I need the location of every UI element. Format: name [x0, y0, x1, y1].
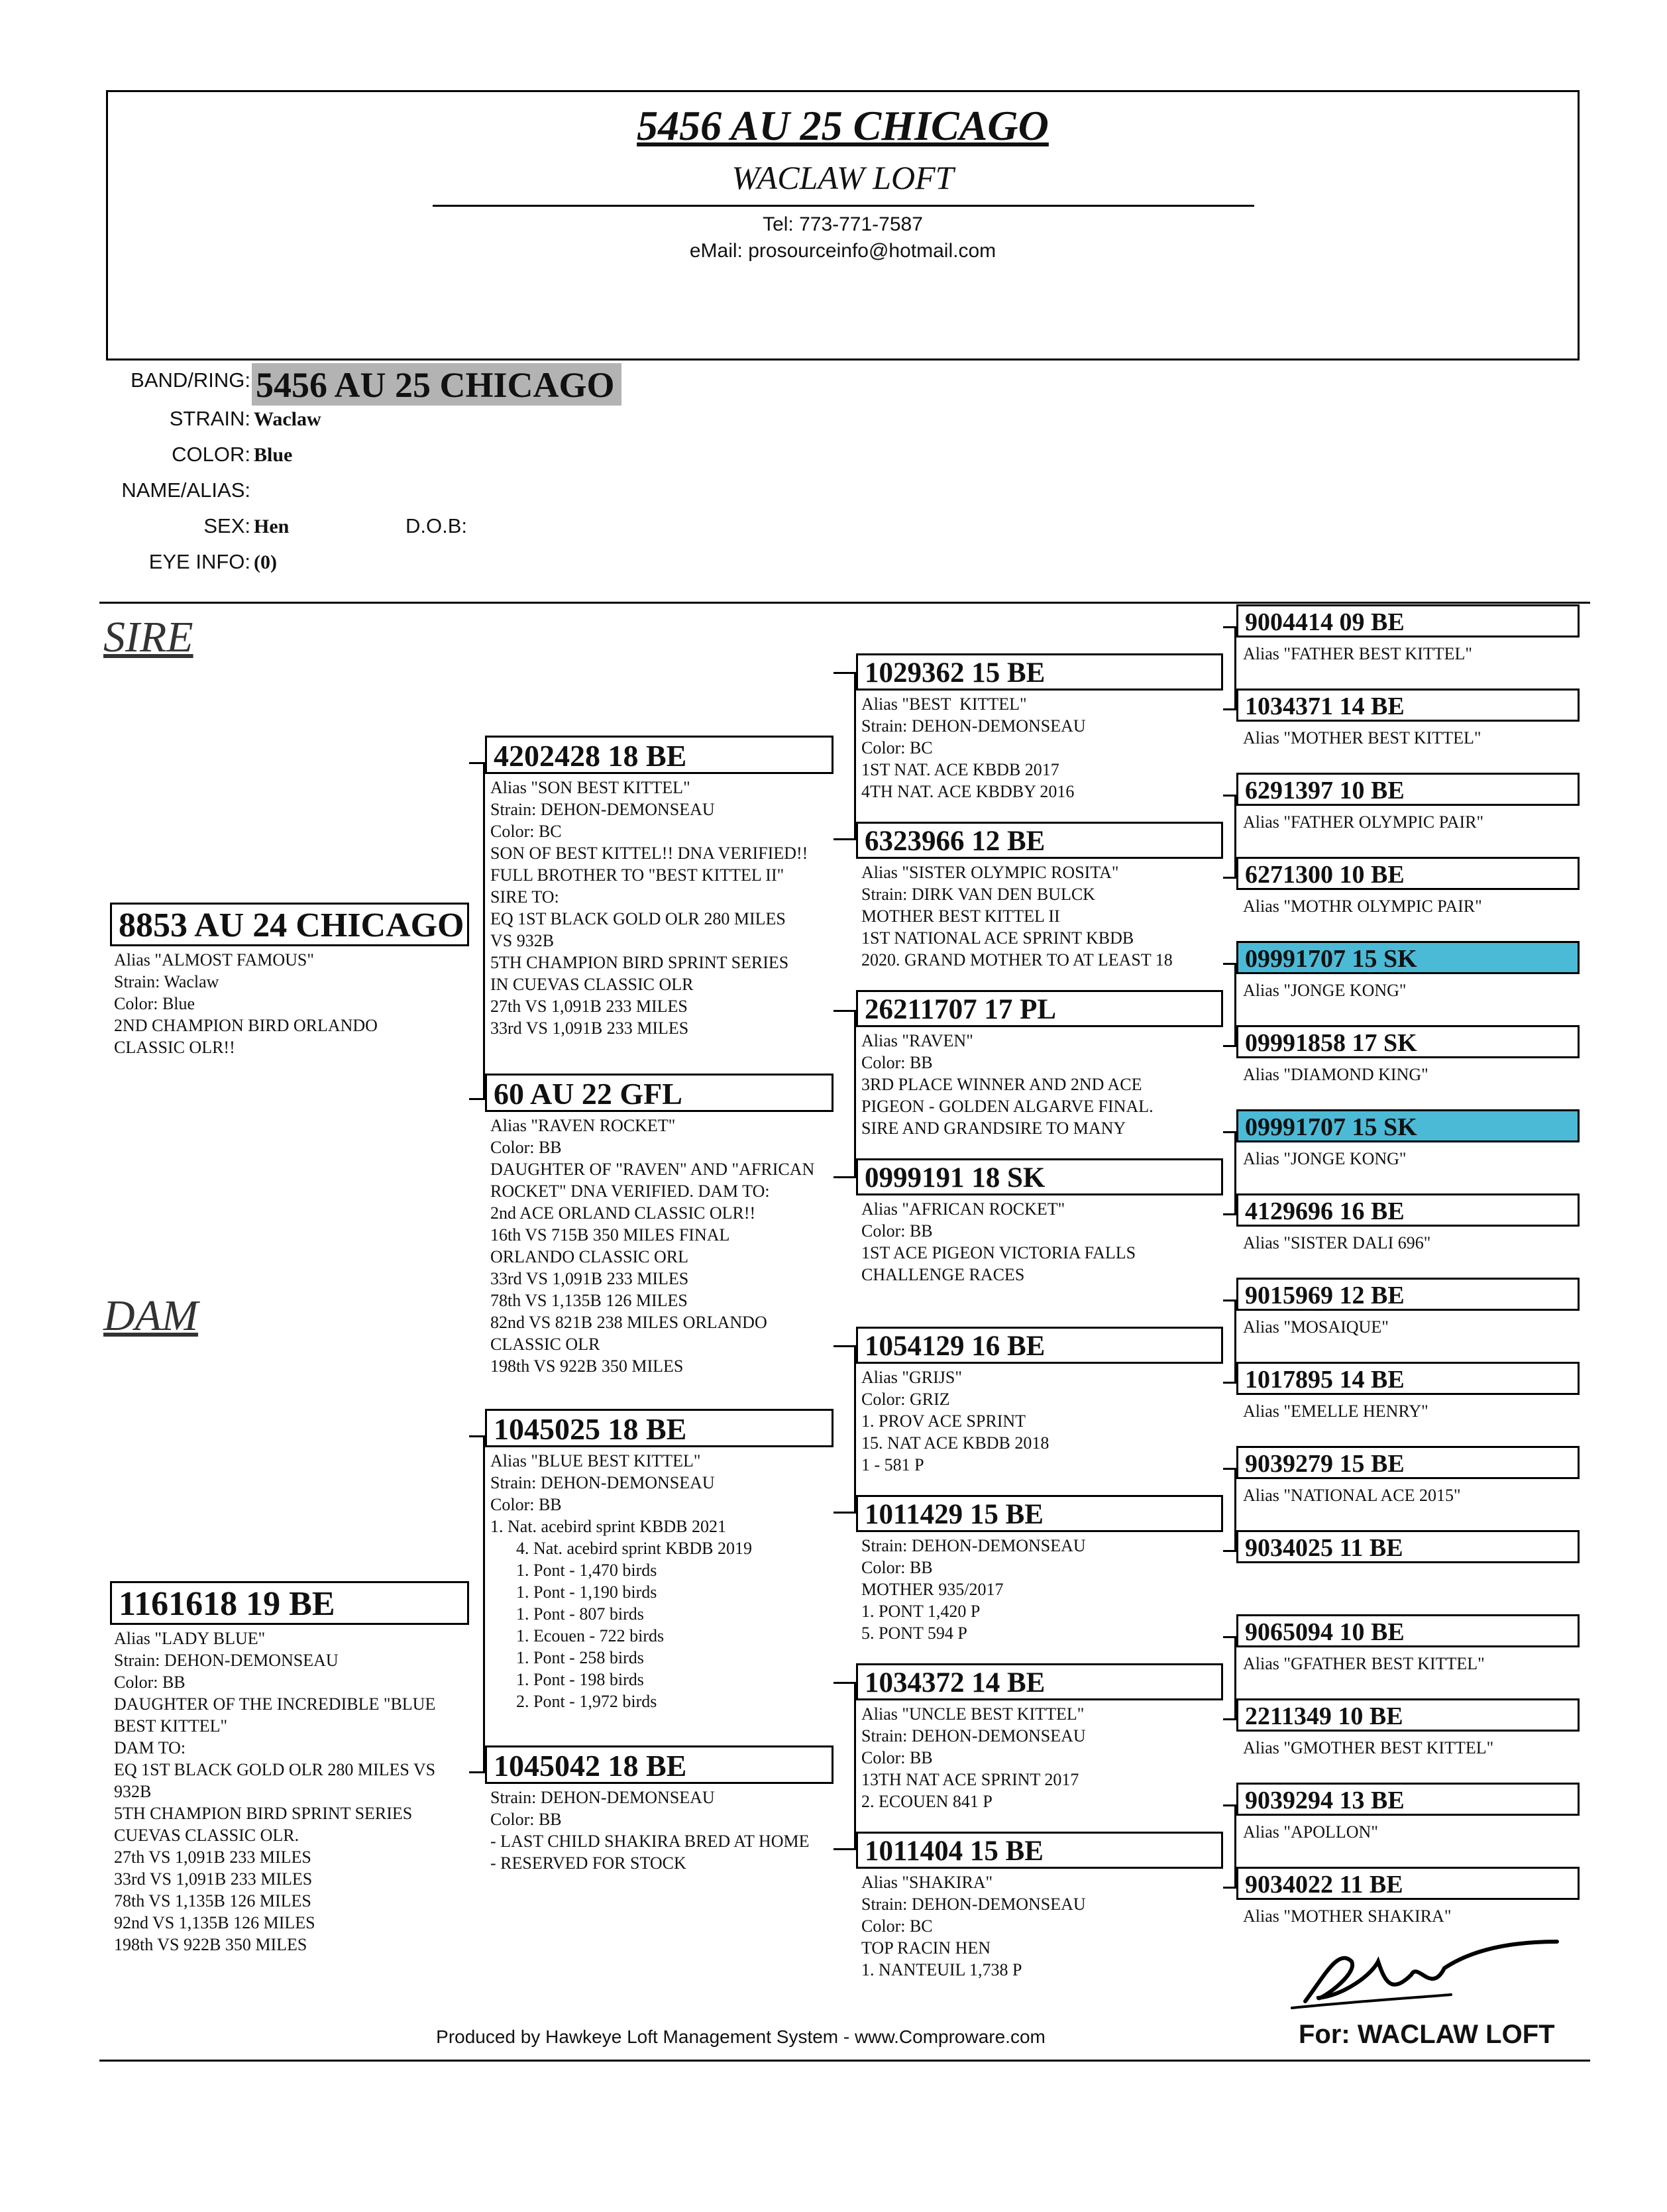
info-line: Alias "BEST KITTEL": [861, 694, 1027, 714]
dss-info: [861, 1366, 1049, 1476]
info-line: Alias "LADY BLUE": [114, 1629, 266, 1648]
sss-info: [861, 693, 1086, 802]
sex-label: SEX:: [203, 514, 250, 537]
gen4-band: 4129696 16 BE: [1236, 1193, 1580, 1227]
info-line: 2. ECOUEN 841 P: [861, 1792, 993, 1811]
info-line: 1. Pont - 807 birds: [490, 1604, 644, 1624]
sd-connector: [834, 1010, 856, 1178]
info-line: 1. Nat. acebird sprint KBDB 2021: [490, 1517, 727, 1536]
ds-connector: [834, 1345, 856, 1514]
ds-band: 1045025 18 BE: [485, 1409, 834, 1447]
info-line: 1ST ACE PIGEON VICTORIA FALLS: [861, 1243, 1136, 1262]
info-line: Alias "RAVEN": [861, 1031, 973, 1050]
dds-band: 1034372 14 BE: [856, 1663, 1223, 1700]
gen4-band: 09991858 17 SK: [1236, 1025, 1580, 1058]
dsd-connector: [1223, 1468, 1236, 1552]
gen4-band: 9039279 15 BE: [1236, 1446, 1580, 1479]
top-rule: [99, 602, 1590, 604]
info-line: SIRE AND GRANDSIRE TO MANY: [861, 1119, 1126, 1138]
info-line: Alias "RAVEN ROCKET": [490, 1116, 676, 1135]
gen4-alias: Alias "FATHER BEST KITTEL": [1243, 644, 1472, 663]
info-line: Strain: DEHON-DEMONSEAU: [861, 1536, 1086, 1555]
sd-info: [490, 1115, 814, 1377]
gen4-band: 09991707 15 SK: [1236, 1109, 1580, 1142]
color-value: Blue: [254, 444, 293, 466]
strain-value: Waclaw: [254, 408, 321, 430]
dd-band: 1045042 18 BE: [485, 1745, 834, 1784]
info-line: Alias "UNCLE BEST KITTEL": [861, 1704, 1085, 1724]
info-line: 33rd VS 1,091B 233 MILES: [114, 1869, 313, 1889]
dob-label: D.O.B:: [405, 514, 468, 537]
info-line: Color: BB: [861, 1053, 933, 1072]
gen4-band: 9065094 10 BE: [1236, 1614, 1580, 1647]
sdd-info: [861, 1198, 1136, 1286]
gen4-alias: Alias "MOSAIQUE": [1243, 1317, 1389, 1337]
contact-info: [108, 211, 1578, 264]
sds-info: [861, 1030, 1154, 1139]
ssd-connector: [1223, 795, 1236, 879]
gen4-band: 9039294 13 BE: [1236, 1783, 1580, 1816]
info-line: Strain: Waclaw: [114, 972, 219, 991]
info-line: 1ST NATIONAL ACE SPRINT KBDB: [861, 928, 1134, 948]
ssd-info: [861, 861, 1173, 971]
loft-name: WACLAW LOFT: [731, 159, 954, 196]
sire-band: 8853 AU 24 CHICAGO: [110, 903, 469, 946]
info-line: Color: BB: [861, 1221, 933, 1241]
info-line: 1 - 581 P: [861, 1455, 924, 1474]
band-label: BAND/RING:: [131, 368, 250, 392]
info-line: EQ 1ST BLACK GOLD OLR 280 MILES: [490, 909, 786, 928]
ds-info: [490, 1450, 752, 1712]
info-line: Color: BC: [490, 822, 562, 841]
info-line: Alias "GRIJS": [861, 1368, 962, 1387]
info-line: FULL BROTHER TO "BEST KITTEL II": [490, 865, 784, 885]
for-loft-text: For: WACLAW LOFT: [1299, 2020, 1555, 2049]
info-line: Strain: DEHON-DEMONSEAU: [861, 716, 1086, 736]
info-line: EQ 1ST BLACK GOLD OLR 280 MILES VS: [114, 1760, 436, 1779]
info-line: 82nd VS 821B 238 MILES ORLANDO: [490, 1313, 767, 1332]
info-line: CLASSIC OLR!!: [114, 1038, 235, 1057]
info-line: 1. Ecouen - 722 birds: [490, 1626, 665, 1645]
dsd-info: [861, 1535, 1086, 1644]
info-line: Color: GRIZ: [861, 1390, 950, 1409]
info-line: Color: BC: [861, 1916, 933, 1936]
info-line: DAUGHTER OF THE INCREDIBLE "BLUE: [114, 1694, 436, 1714]
info-line: 2. Pont - 1,972 birds: [490, 1692, 657, 1711]
gen4-band: 9034025 11 BE: [1236, 1530, 1580, 1563]
info-line: 27th VS 1,091B 233 MILES: [114, 1848, 311, 1867]
info-line: Strain: DEHON-DEMONSEAU: [490, 800, 715, 819]
info-line: 5TH CHAMPION BIRD SPRINT SERIES: [490, 953, 789, 972]
info-line: 2020. GRAND MOTHER TO AT LEAST 18: [861, 950, 1173, 969]
info-line: ROCKET" DNA VERIFIED. DAM TO:: [490, 1182, 770, 1201]
sire-info: [114, 949, 378, 1058]
info-line: 78th VS 1,135B 126 MILES: [114, 1891, 311, 1910]
info-line: Color: BB: [861, 1558, 933, 1577]
info-line: 1. Pont - 1,190 birds: [490, 1582, 657, 1602]
info-line: Strain: DEHON-DEMONSEAU: [114, 1651, 339, 1670]
info-line: Color: BB: [861, 1748, 933, 1767]
info-line: 15. NAT ACE KBDB 2018: [861, 1433, 1049, 1453]
sss-band: 1029362 15 BE: [856, 653, 1223, 691]
gen4-band: 09991707 15 SK: [1236, 941, 1580, 974]
info-line: Color: BB: [490, 1810, 562, 1829]
ddd-info: [861, 1871, 1086, 1981]
bottom-rule: [99, 2060, 1590, 2062]
dd-connector: [834, 1682, 856, 1850]
gen4-alias: Alias "JONGE KONG": [1243, 981, 1407, 1000]
gen4-alias: Alias "GMOTHER BEST KITTEL": [1243, 1738, 1494, 1757]
gen4-alias: Alias "MOTHER BEST KITTEL": [1243, 728, 1481, 747]
info-line: 2ND CHAMPION BIRD ORLANDO: [114, 1016, 378, 1035]
dam-band: 1161618 19 BE: [110, 1581, 469, 1625]
info-line: 4. Nat. acebird sprint KBDB 2019: [490, 1539, 753, 1558]
band-value: 5456 AU 25 CHICAGO: [252, 363, 621, 406]
color-label: COLOR:: [172, 443, 250, 466]
info-line: Strain: DEHON-DEMONSEAU: [861, 1726, 1086, 1745]
info-line: Strain: DEHON-DEMONSEAU: [490, 1473, 715, 1492]
ss-band: 4202428 18 BE: [485, 736, 834, 774]
gen4-band: 9004414 09 BE: [1236, 604, 1580, 637]
sds-band: 26211707 17 PL: [856, 990, 1223, 1027]
dam-info: [114, 1628, 435, 1956]
info-line: MOTHER BEST KITTEL II: [861, 907, 1060, 926]
info-line: SIRE TO:: [490, 887, 559, 907]
gen4-band: 6291397 10 BE: [1236, 773, 1580, 806]
info-line: MOTHER 935/2017: [861, 1580, 1004, 1599]
gen4-alias: Alias "SISTER DALI 696": [1243, 1233, 1431, 1252]
sdd-band: 0999191 18 SK: [856, 1158, 1223, 1195]
sss-connector: [1223, 626, 1236, 710]
sex-value: Hen: [254, 516, 290, 537]
info-line: 198th VS 922B 350 MILES: [490, 1356, 684, 1376]
gen4-band: 9034022 11 BE: [1236, 1867, 1580, 1900]
ddd-connector: [1223, 1804, 1236, 1889]
dss-band: 1054129 16 BE: [856, 1327, 1223, 1364]
info-line: Strain: DEHON-DEMONSEAU: [861, 1895, 1086, 1914]
info-line: - RESERVED FOR STOCK: [490, 1853, 686, 1873]
gen4-band: 1017895 14 BE: [1236, 1362, 1580, 1395]
info-line: Alias "BLUE BEST KITTEL": [490, 1451, 701, 1470]
info-line: 27th VS 1,091B 233 MILES: [490, 997, 688, 1016]
gen4-alias: Alias "NATIONAL ACE 2015": [1243, 1486, 1461, 1505]
gen4-alias: Alias "APOLLON": [1243, 1822, 1378, 1842]
info-line: ORLANDO CLASSIC ORL: [490, 1247, 689, 1266]
info-line: Alias "SISTER OLYMPIC ROSITA": [861, 863, 1119, 882]
info-line: Color: BB: [114, 1673, 186, 1692]
strain-label: STRAIN:: [169, 407, 250, 430]
info-line: 5TH CHAMPION BIRD SPRINT SERIES: [114, 1804, 413, 1823]
sdd-connector: [1223, 1131, 1236, 1215]
info-line: 198th VS 922B 350 MILES: [114, 1935, 307, 1954]
dds-info: [861, 1703, 1086, 1812]
gen4-alias: Alias "DIAMOND KING": [1243, 1065, 1428, 1084]
info-line: Alias "ALMOST FAMOUS": [114, 950, 314, 969]
info-line: DAM TO:: [114, 1738, 186, 1757]
info-line: Alias "SHAKIRA": [861, 1873, 993, 1892]
eye-label: EYE INFO:: [148, 550, 250, 573]
gen4-alias: Alias "EMELLE HENRY": [1243, 1402, 1428, 1421]
info-line: 5. PONT 594 P: [861, 1624, 967, 1643]
info-line: 1. Pont - 198 birds: [490, 1670, 644, 1689]
info-line: Color: BB: [490, 1495, 562, 1514]
info-line: 932B: [114, 1782, 152, 1801]
info-line: IN CUEVAS CLASSIC OLR: [490, 975, 694, 994]
info-line: VS 932B: [490, 931, 555, 950]
sire-connector: [469, 762, 485, 1100]
header-box: [106, 90, 1580, 360]
info-line: CUEVAS CLASSIC OLR.: [114, 1826, 299, 1845]
ss-info: [490, 777, 808, 1039]
info-line: DAUGHTER OF "RAVEN" AND "AFRICAN: [490, 1160, 815, 1179]
gen4-alias: Alias "MOTHR OLYMPIC PAIR": [1243, 897, 1482, 916]
info-line: 1. PROV ACE SPRINT: [861, 1411, 1026, 1431]
gen4-alias: Alias "MOTHER SHAKIRA": [1243, 1907, 1452, 1926]
info-line: Color: BC: [861, 738, 933, 757]
phone-text: Tel: 773-771-7587: [763, 213, 923, 235]
info-line: 1. Pont - 1,470 birds: [490, 1561, 657, 1580]
dds-connector: [1223, 1636, 1236, 1720]
dss-connector: [1223, 1300, 1236, 1384]
gen4-band: 6271300 10 BE: [1236, 857, 1580, 890]
info-line: 33rd VS 1,091B 233 MILES: [490, 1019, 689, 1038]
info-line: - LAST CHILD SHAKIRA BRED AT HOME: [490, 1832, 810, 1851]
info-line: 13TH NAT ACE SPRINT 2017: [861, 1770, 1079, 1789]
gen4-alias: Alias "GFATHER BEST KITTEL": [1243, 1654, 1485, 1673]
info-line: Color: Blue: [114, 994, 195, 1013]
gen4-band: 2211349 10 BE: [1236, 1698, 1580, 1732]
info-line: Strain: DIRK VAN DEN BULCK: [861, 885, 1095, 904]
info-line: CHALLENGE RACES: [861, 1265, 1025, 1284]
info-line: CLASSIC OLR: [490, 1335, 600, 1354]
info-line: 16th VS 715B 350 MILES FINAL: [490, 1225, 730, 1244]
name-label: NAME/ALIAS:: [121, 478, 250, 502]
email-text: eMail: prosourceinfo@hotmail.com: [689, 240, 996, 262]
info-line: Alias "AFRICAN ROCKET": [861, 1199, 1065, 1219]
info-line: 1ST NAT. ACE KBDB 2017: [861, 760, 1059, 779]
dd-info: [490, 1787, 810, 1874]
ss-connector: [834, 672, 856, 840]
sd-band: 60 AU 22 GFL: [485, 1074, 834, 1112]
gen4-alias: Alias "FATHER OLYMPIC PAIR": [1243, 812, 1484, 832]
info-line: 33rd VS 1,091B 233 MILES: [490, 1269, 689, 1288]
produced-by-text: Produced by Hawkeye Loft Management System - www.Comproware.com: [436, 2026, 1046, 2047]
info-line: PIGEON - GOLDEN ALGARVE FINAL.: [861, 1097, 1154, 1116]
info-line: TOP RACIN HEN: [861, 1938, 991, 1958]
ssd-band: 6323966 12 BE: [856, 822, 1223, 859]
signature: [1279, 1935, 1590, 2015]
ddd-band: 1011404 15 BE: [856, 1832, 1223, 1869]
info-line: 1. PONT 1,420 P: [861, 1602, 981, 1621]
info-line: 92nd VS 1,135B 126 MILES: [114, 1913, 315, 1932]
gen4-alias: Alias "JONGE KONG": [1243, 1149, 1407, 1168]
sds-connector: [1223, 963, 1236, 1047]
info-line: SON OF BEST KITTEL!! DNA VERIFIED!!: [490, 844, 808, 863]
sire-heading: SIRE: [103, 613, 193, 661]
info-line: 4TH NAT. ACE KBDBY 2016: [861, 782, 1075, 801]
info-line: BEST KITTEL": [114, 1716, 228, 1736]
info-line: 2nd ACE ORLAND CLASSIC OLR!!: [490, 1203, 756, 1223]
info-line: 1. Pont - 258 birds: [490, 1648, 644, 1667]
dam-heading: DAM: [103, 1292, 198, 1340]
info-line: 78th VS 1,135B 126 MILES: [490, 1291, 688, 1310]
header-divider: [433, 205, 1254, 207]
info-line: Strain: DEHON-DEMONSEAU: [490, 1788, 715, 1807]
info-line: Color: BB: [490, 1138, 562, 1157]
info-line: 3RD PLACE WINNER AND 2ND ACE: [861, 1075, 1142, 1094]
dam-connector: [469, 1435, 485, 1773]
gen4-band: 9015969 12 BE: [1236, 1278, 1580, 1311]
info-line: Alias "SON BEST KITTEL": [490, 778, 690, 797]
eye-value: (0): [254, 551, 277, 573]
page-title: 5456 AU 25 CHICAGO: [637, 102, 1049, 149]
gen4-band: 1034371 14 BE: [1236, 689, 1580, 722]
info-line: 1. NANTEUIL 1,738 P: [861, 1960, 1022, 1979]
dsd-band: 1011429 15 BE: [856, 1495, 1223, 1532]
